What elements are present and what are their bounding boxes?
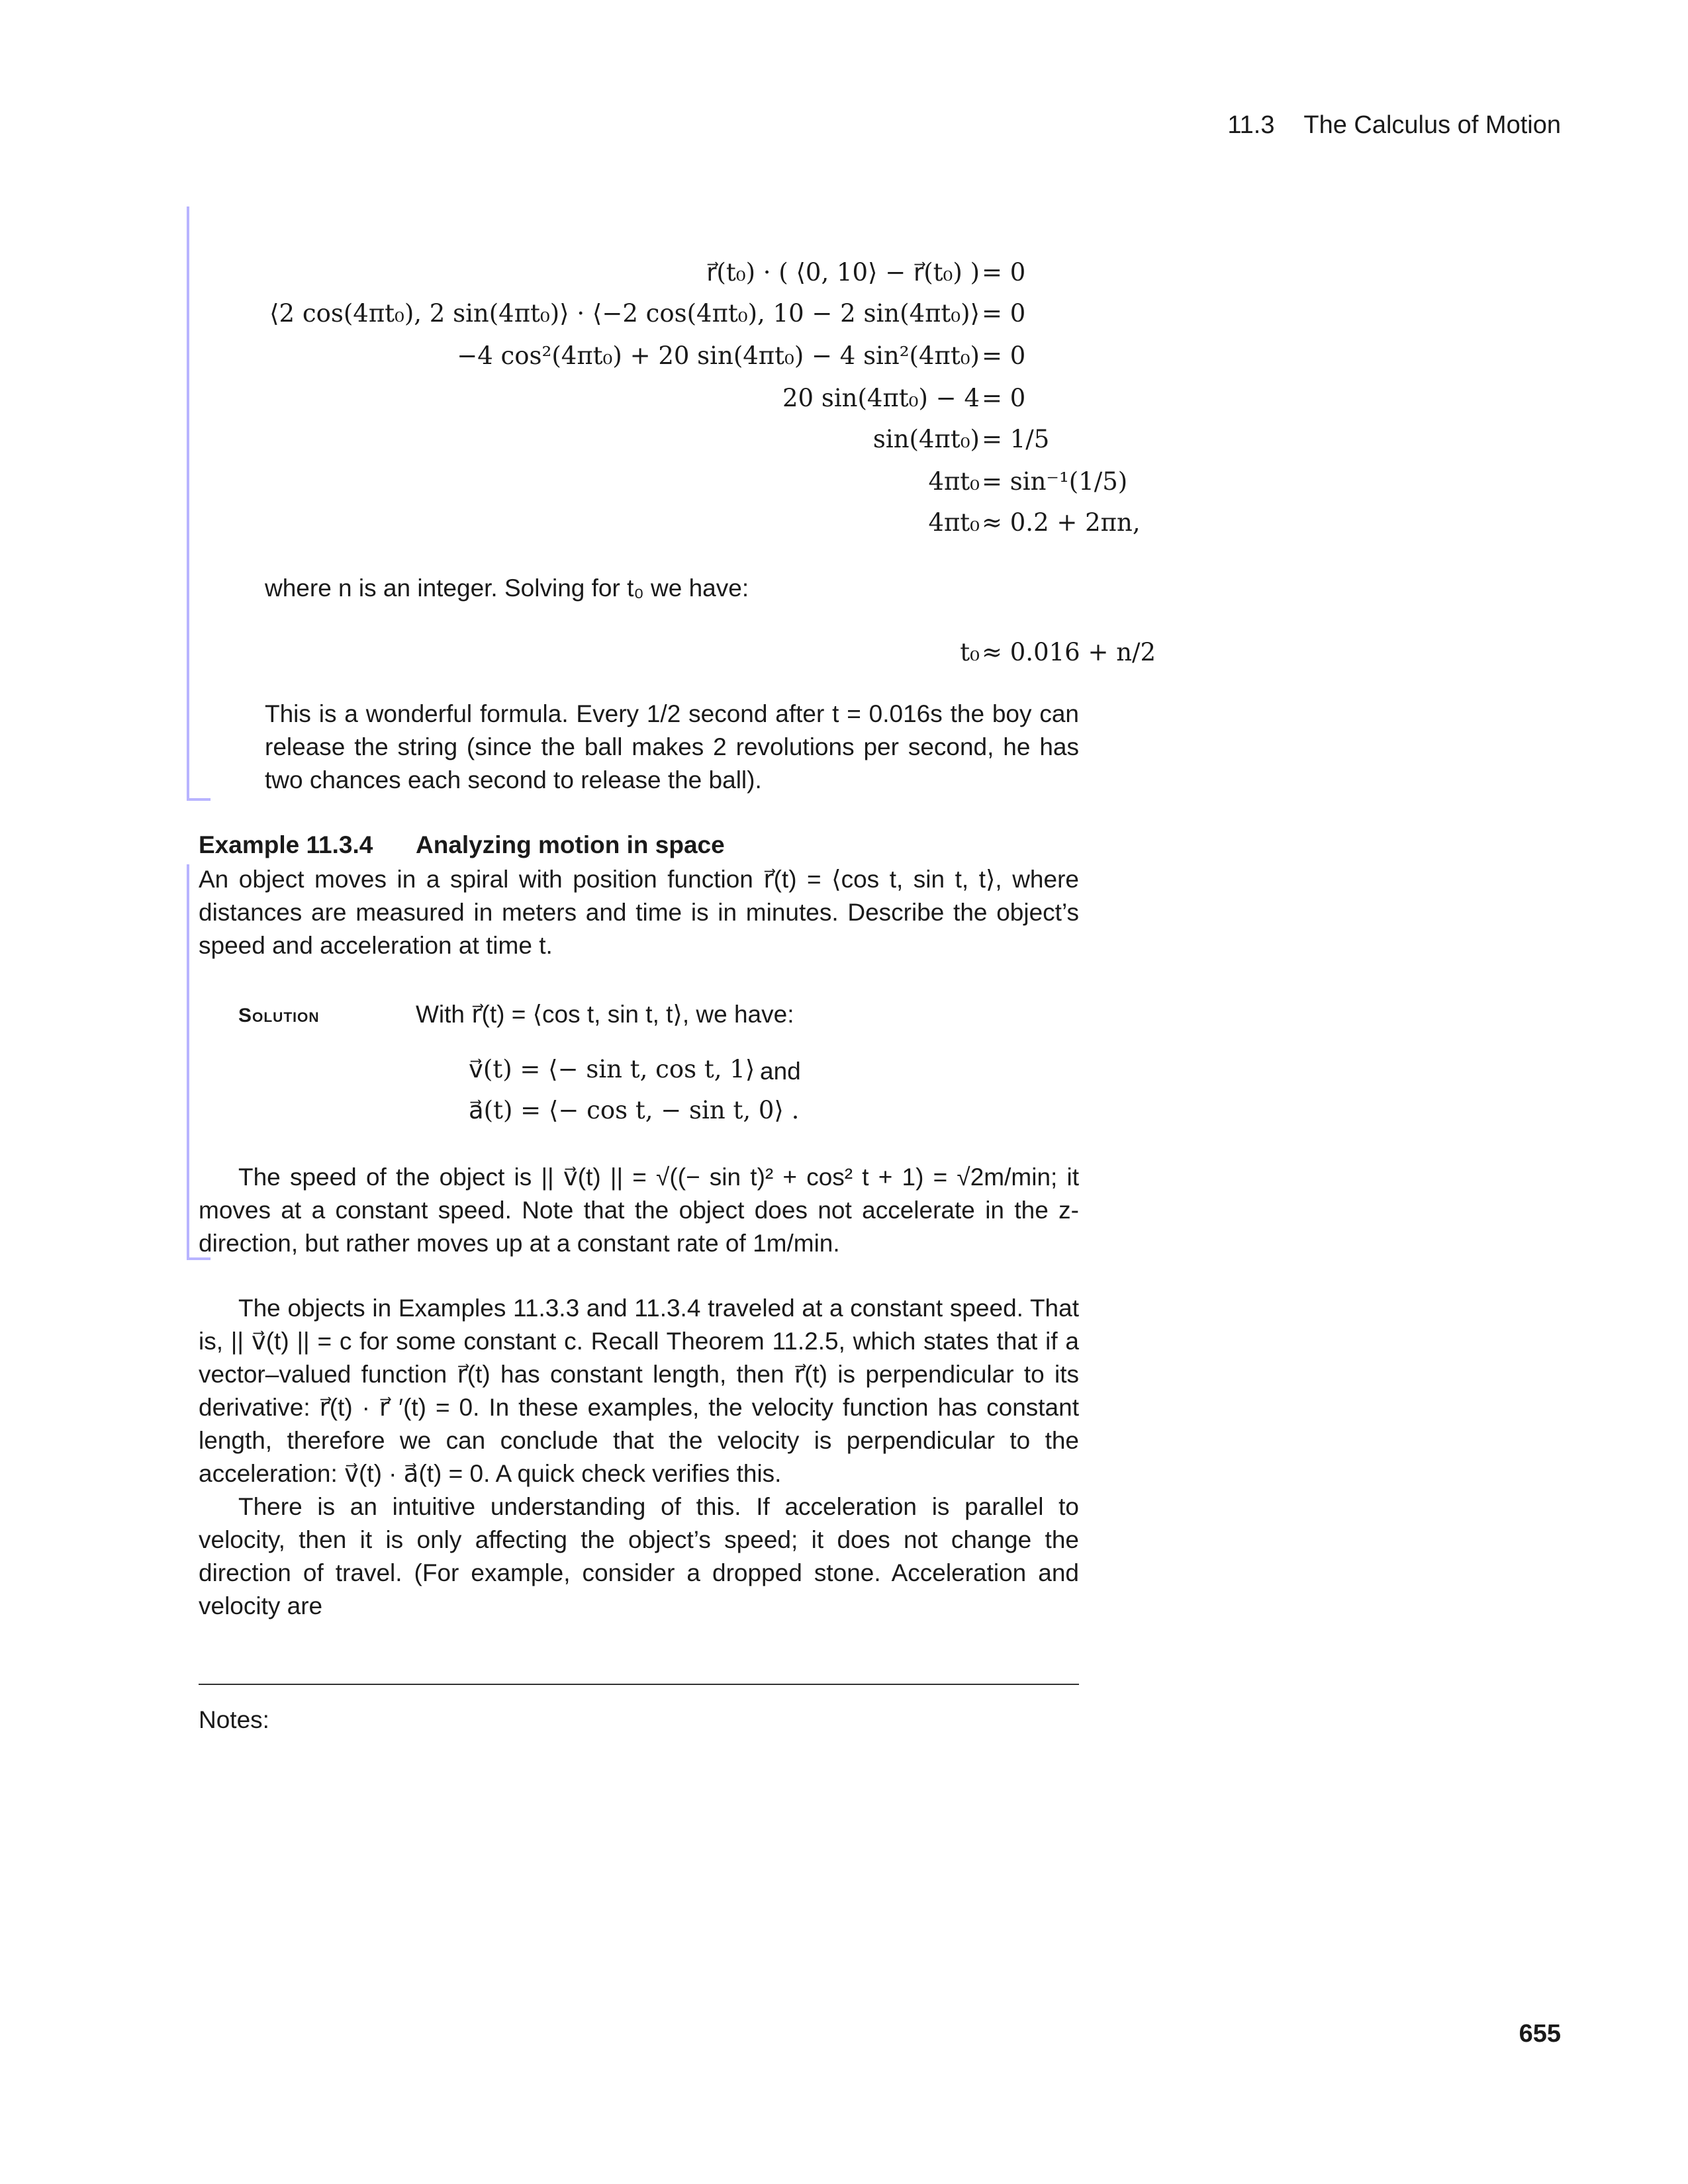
solution-label: Solution bbox=[238, 1005, 320, 1026]
derivation-rhs: = sin⁻¹(1/5) bbox=[982, 467, 1128, 496]
wonderful-paragraph: This is a wonderful formula. Every 1/2 second after t = 0.016s the boy can release the string (since the ball makes 2 revolutions per second, he has two chances each second to release the ball). bbox=[265, 700, 1079, 794]
example-bracket-top-foot bbox=[187, 798, 211, 801]
example-bracket bbox=[187, 864, 189, 1259]
derivation-rhs: = 0 bbox=[982, 384, 1026, 412]
t0-lhs: t₀ bbox=[960, 638, 980, 666]
solution-intro: With r⃗(t) = ⟨cos t, sin t, t⟩, we have: bbox=[416, 1001, 794, 1028]
derivation-rhs: ≈ 0.2 + 2πn, bbox=[982, 508, 1141, 537]
derivation-lhs: r⃗(t₀) · ( ⟨0, 10⟩ − r⃗(t₀) ) bbox=[706, 258, 980, 287]
speed-paragraph: The speed of the object is || v⃗(t) || = √((− sin t)² + cos² t + 1) = √2m/min; it moves at a constant speed. Note that the object does not accelerate in the z-direction, but rather moves up at a constant rate of 1m/min. bbox=[199, 1163, 1079, 1257]
example-title: Analyzing motion in space bbox=[416, 831, 725, 858]
example-label: Example 11.3.4 bbox=[199, 831, 373, 858]
derivation-rhs: = 0 bbox=[982, 299, 1026, 328]
acceleration-equation: a⃗(t) = ⟨− cos t, − sin t, 0⟩ . bbox=[469, 1096, 800, 1124]
notes-divider bbox=[199, 1684, 1079, 1685]
derivation-lhs: −4 cos²(4πt₀) + 20 sin(4πt₀) − 4 sin²(4πt₀) bbox=[457, 341, 980, 370]
derivation-rhs: = 0 bbox=[982, 341, 1026, 370]
notes-label: Notes: bbox=[199, 1706, 269, 1733]
derivation-lhs: 4πt₀ bbox=[928, 508, 980, 537]
velocity-equation: v⃗(t) = ⟨− sin t, cos t, 1⟩ bbox=[469, 1055, 755, 1083]
derivation-rhs: = 1/5 bbox=[982, 425, 1050, 453]
page-number: 655 bbox=[1519, 2020, 1561, 2048]
running-header bbox=[1227, 111, 1561, 140]
section-number: 11.3 bbox=[1227, 111, 1275, 139]
derivation-lhs: 4πt₀ bbox=[928, 467, 980, 496]
t0-rhs: ≈ 0.016 + n/2 bbox=[982, 638, 1156, 666]
example-bracket-top bbox=[187, 206, 189, 799]
derivation-rhs: = 0 bbox=[982, 258, 1026, 287]
body-paragraph-2: There is an intuitive understanding of this. If acceleration is parallel to velocity, then it is only affecting the object’s speed; it does not change the direction of travel. (For example, consider a dropped stone. Acceleration and velocity are bbox=[199, 1493, 1079, 1619]
derivation-lhs: 20 sin(4πt₀) − 4 bbox=[782, 384, 980, 412]
where-text: where n is an integer. Solving for t₀ we have: bbox=[265, 574, 749, 602]
derivation-lhs: ⟨2 cos(4πt₀), 2 sin(4πt₀)⟩ · ⟨−2 cos(4πt₀), 10 − 2 sin(4πt₀)⟩ bbox=[269, 299, 980, 328]
section-title: The Calculus of Motion bbox=[1303, 111, 1561, 139]
and-word: and bbox=[760, 1058, 801, 1085]
derivation-lhs: sin(4πt₀) bbox=[872, 425, 980, 453]
body-paragraph-1: The objects in Examples 11.3.3 and 11.3.4 traveled at a constant speed. That is, || v⃗(t) || = c for some constant c. Recall Theorem 11.2.5, which states that if a vector–valued function r⃗(t) has constant length, then r⃗(t) is perpendicular to its derivative: r⃗(t) · r⃗ ′(t) = 0. In these examples, the velocity function has constant length, therefore we can conclude that the velocity is perpendicular to the acceleration: v⃗(t) · a⃗(t) = 0. A quick check verifies this. bbox=[199, 1295, 1079, 1487]
example-statement: An object moves in a spiral with position function r⃗(t) = ⟨cos t, sin t, t⟩, where distances are measured in meters and time is in minutes. Describe the object’s speed and acceleration at time t. bbox=[199, 866, 1079, 959]
